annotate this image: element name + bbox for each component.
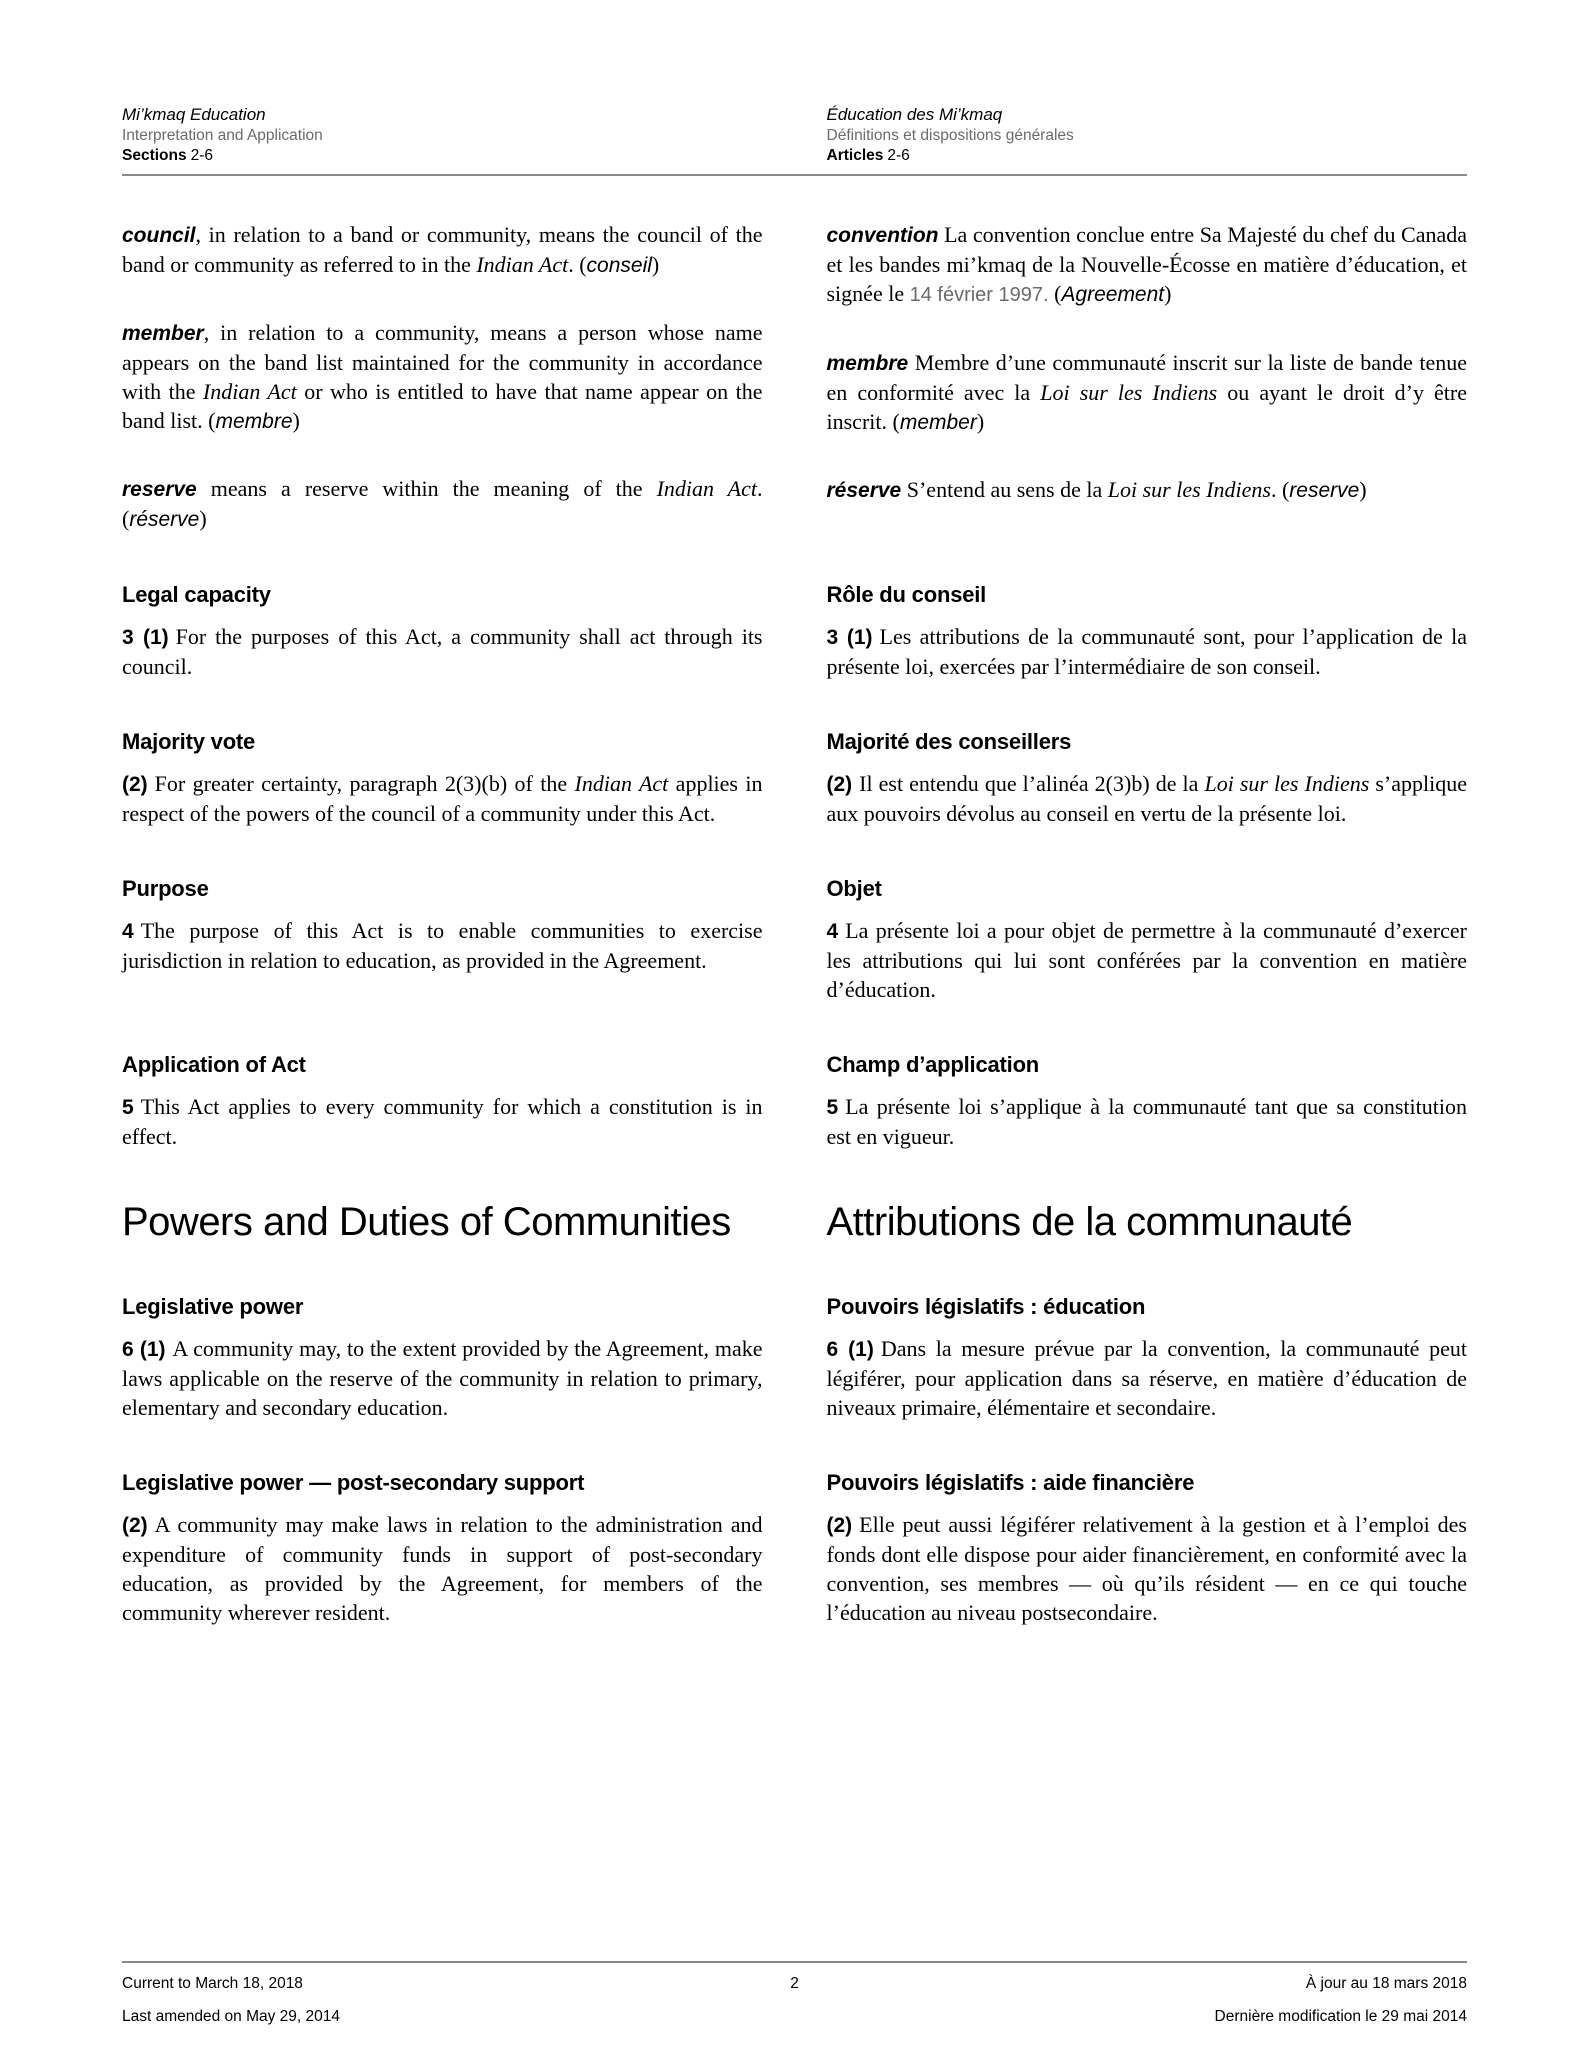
header-subtitle-en: Interpretation and Application: [122, 127, 323, 144]
paragraph-definition-convention: [827, 220, 1468, 310]
text-run-t: ou ayant le droit d’y être inscrit. (: [826, 380, 1467, 434]
text-run-i: Indian Act: [202, 379, 297, 404]
page-header-fr: [827, 104, 1468, 166]
text-run-t: . (: [122, 476, 763, 531]
text-run-equiv: reserve: [1289, 479, 1360, 502]
text-run-equiv: réserve: [129, 508, 200, 531]
text-run-i: Indian Act: [574, 771, 669, 796]
header-range-en: [122, 146, 763, 166]
text-run-term: reserve: [122, 478, 197, 501]
paragraph-s4-fr: [827, 916, 1468, 1004]
text-run-t: applies in respect of the powers of the council of a community under this Act.: [122, 771, 763, 826]
text-run-equiv: Agreement: [1061, 283, 1165, 306]
text-run-t: A community may make laws in relation to the administration and expenditure of community funds in support of post-secondary education, as provided by the Agreement, for members of the community wherever resident.: [122, 1512, 763, 1625]
text-run-t: ): [1359, 477, 1367, 502]
paragraph-s6-1-fr: [827, 1334, 1468, 1422]
footer-grid: [122, 1975, 1467, 2026]
paragraph-s3-1-fr: [827, 622, 1468, 681]
text-run-gray: 14 février 1997.: [909, 284, 1049, 306]
paragraph-s6-2-en: [122, 1510, 763, 1627]
text-run-num: 6 (1): [826, 1338, 874, 1361]
paragraph-definition-reserve: [122, 474, 763, 534]
paragraph-definition-member: [122, 318, 763, 436]
section-heading-legislative-power-post-secondary: Legislative power — post-secondary support: [122, 1470, 585, 1495]
paragraph-s3-2-en: [122, 769, 763, 828]
text-run-term: réserve: [826, 479, 902, 502]
text-run-term: member: [122, 322, 204, 345]
text-run-t: La présente loi a pour objet de permettre à la communauté d’exercer les attributions qui lui sont conférées par la convention en matière d’éducation.: [826, 918, 1467, 1002]
text-run-t: , in relation to a band or community, means the council of the band or community as referred to in the: [122, 222, 763, 277]
text-run-t: For greater certainty, paragraph 2(3)(b) of the: [154, 771, 575, 796]
text-run-t: . (: [1270, 477, 1290, 502]
text-run-i: Indian Act: [656, 476, 757, 501]
text-run-term: membre: [826, 352, 909, 375]
text-run-equiv: member: [899, 411, 977, 434]
text-run-num: 5: [826, 1096, 839, 1119]
section-heading-legislative-power: Legislative power: [122, 1294, 304, 1319]
text-run-equiv: membre: [215, 410, 293, 433]
header-range-value-en: 2-6: [190, 147, 214, 164]
section-row-legal-capacity: [122, 582, 1467, 681]
text-run-num: 4: [122, 920, 134, 943]
footer-rule: [122, 1961, 1467, 1963]
header-range-label-en: Sections: [122, 147, 187, 164]
section-row-legislative-power-post-secondary: [122, 1470, 1467, 1627]
text-run-t: For the purposes of this Act, a community shall act through its council.: [122, 624, 763, 679]
text-run-t: This Act applies to every community for which a constitution is in effect.: [122, 1094, 763, 1149]
header-title-en: Mi’kmaq Education: [122, 105, 266, 124]
text-run-t: Il est entendu que l’alinéa 2(3)b) de la: [859, 771, 1205, 796]
paragraph-definition-council: [122, 220, 763, 280]
paragraph-definition-réserve: [827, 475, 1468, 505]
text-run-t: Membre d’une communauté inscrit sur la liste de bande tenue en conformité avec la: [826, 350, 1467, 405]
text-run-num: (2): [826, 1514, 853, 1537]
section-heading-role-du-conseil: Rôle du conseil: [826, 582, 987, 607]
text-run-t: ): [1164, 281, 1172, 306]
definitions-fr: [827, 220, 1468, 534]
text-run-t: , in relation to a community, means a person whose name appears on the band list maintained for the community in accordance with the: [122, 320, 763, 404]
text-run-num: 3 (1): [122, 626, 169, 649]
section-heading-pouvoirs-legislatifs-aide-financiere: Pouvoirs législatifs : aide financière: [826, 1470, 1195, 1495]
text-run-num: 4: [826, 920, 839, 943]
text-run-term: convention: [826, 224, 939, 247]
text-run-num: (2): [122, 773, 148, 796]
part-heading-fr: Attributions de la communauté: [826, 1200, 1353, 1244]
section-heading-pouvoirs-legislatifs-education: Pouvoirs législatifs : éducation: [826, 1294, 1146, 1319]
text-run-num: 6 (1): [122, 1338, 166, 1361]
text-run-num: 3 (1): [826, 626, 873, 649]
text-run-i: Loi sur les Indiens: [1040, 380, 1218, 405]
page-content: [122, 104, 1467, 1627]
section-row-application-of-act: [122, 1052, 1467, 1151]
header-rule: [122, 174, 1467, 176]
footer-current-date-fr: À jour au 18 mars 2018: [1305, 1975, 1467, 1992]
section-heading-majorite-des-conseillers: Majorité des conseillers: [826, 729, 1072, 754]
paragraph-s6-1-en: [122, 1334, 763, 1422]
text-run-equiv: conseil: [586, 254, 652, 277]
text-run-t: A community may, to the extent provided by the Agreement, make laws applicable on the reserve of the community in relation to primary, elementary and secondary education.: [122, 1336, 763, 1420]
text-run-t: or who is entitled to have that name appear on the band list. (: [122, 379, 763, 433]
text-run-term: council: [122, 224, 196, 247]
section-row-definitions: [122, 220, 1467, 534]
text-run-num: (2): [122, 1514, 148, 1537]
text-run-t: means a reserve within the meaning of the: [196, 476, 657, 501]
header-range-value-fr: 2-6: [887, 147, 910, 164]
text-run-t: The purpose of this Act is to enable communities to exercise jurisdiction in relation to education, as provided in the Agreement.: [122, 918, 763, 973]
text-run-num: (2): [826, 773, 853, 796]
section-row-part-heading: [122, 1199, 1467, 1246]
text-run-t: ): [292, 408, 300, 433]
paragraph-s6-2-fr: [827, 1510, 1468, 1627]
header-range-label-fr: Articles: [826, 147, 884, 164]
text-run-t: ): [651, 252, 660, 277]
text-run-t: La convention conclue entre Sa Majesté du chef du Canada et les bandes mi’kmaq de la Nouvelle-Écosse en matière d’éducation, et signée le: [826, 222, 1467, 306]
header-range-fr: [827, 146, 1468, 166]
text-run-num: 5: [122, 1096, 134, 1119]
section-rows: [122, 220, 1467, 1627]
text-run-i: Indian Act: [476, 252, 569, 277]
text-run-t: . (: [568, 252, 587, 277]
text-run-t: La présente loi s’applique à la communauté tant que sa constitution est en vigueur.: [826, 1094, 1467, 1149]
page-number: 2: [790, 1975, 799, 1992]
section-heading-purpose: Purpose: [122, 876, 209, 901]
text-run-t: ): [199, 506, 207, 531]
header-subtitle-fr: Définitions et dispositions générales: [826, 127, 1074, 144]
footer-current-date-en: Current to March 18, 2018: [122, 1975, 303, 1992]
footer-amended-date-en: Last amended on May 29, 2014: [122, 2008, 341, 2025]
text-run-t: Les attributions de la communauté sont, pour l’application de la présente loi, exercées par l’intermédiaire de son conseil.: [826, 624, 1468, 679]
page-header-en: [122, 104, 763, 166]
section-heading-application-of-act: Application of Act: [122, 1052, 306, 1077]
text-run-i: Loi sur les Indiens: [1204, 771, 1370, 796]
definitions-en: [122, 220, 763, 534]
section-heading-objet: Objet: [826, 876, 882, 901]
paragraph-s5-fr: [827, 1092, 1468, 1151]
part-heading-en: Powers and Duties of Communities: [122, 1200, 731, 1244]
paragraph-s4-en: [122, 916, 763, 975]
section-row-legislative-power: [122, 1294, 1467, 1422]
section-heading-legal-capacity: Legal capacity: [122, 582, 271, 607]
paragraph-definition-membre: [827, 348, 1468, 437]
text-run-t: ): [976, 409, 985, 434]
page-footer: [122, 1961, 1467, 2026]
text-run-t: S’entend au sens de la: [901, 477, 1108, 502]
text-run-t: Elle peut aussi légiférer relativement à la gestion et à l’emploi des fonds dont elle dispose pour aider financièrement, en conformité avec la convention, ses membres — où qu’ils résident — en ce qui touche l’éducation au niveau postsecondaire.: [826, 1512, 1467, 1625]
paragraph-s3-2-fr: [827, 769, 1468, 828]
paragraph-s3-1-en: [122, 622, 763, 681]
footer-amended-date-fr: Dernière modification le 29 mai 2014: [1214, 2008, 1467, 2025]
section-row-majority-vote: [122, 729, 1467, 828]
text-run-t: (: [1048, 281, 1062, 306]
text-run-t: s’applique aux pouvoirs dévolus au conseil en vertu de la présente loi.: [826, 771, 1467, 826]
text-run-i: Loi sur les Indiens: [1107, 477, 1271, 502]
page-header: [122, 104, 1467, 166]
paragraph-s5-en: [122, 1092, 763, 1151]
section-heading-majority-vote: Majority vote: [122, 729, 256, 754]
section-heading-champ-dapplication: Champ d’application: [826, 1052, 1040, 1077]
section-row-purpose: [122, 876, 1467, 1004]
header-title-fr: Éducation des Mi’kmaq: [826, 105, 1003, 124]
text-run-t: Dans la mesure prévue par la convention, la communauté peut légiférer, pour application dans sa réserve, en matière d’éducation de niveaux primaire, élémentaire et secondaire.: [826, 1336, 1467, 1420]
